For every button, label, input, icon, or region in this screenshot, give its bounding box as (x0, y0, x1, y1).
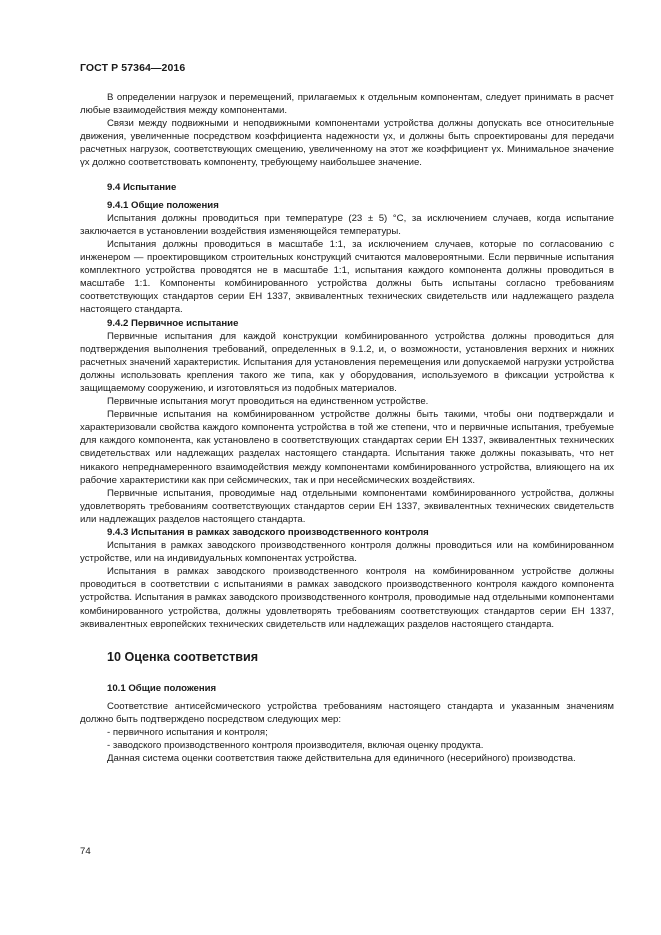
document-body (80, 91, 614, 765)
section-heading-9-4-1: 9.4.1 Общие положения (107, 199, 219, 211)
section-heading-10: 10 Оценка соответствия (107, 649, 259, 664)
paragraph: В определении нагрузок и перемещений, прилагаемых к отдельным компонентам, следует принимать в расчет любые взаимодействия между компонентами. (80, 92, 614, 117)
paragraph: Первичные испытания, проводимые над отдельными компонентами комбинированного устройства, должны удовлетворять требованиям соответствующих стандартов серии ЕН 1337, эквивалентных технических свидетельств или надлежащих разделов настоящего стандарта. (80, 487, 614, 525)
paragraph: Связи между подвижными и неподвижными компонентами устройства должны допускать все относительные движения, увеличенные посредством коэффициента надежности γx, и должны быть спроектированы для передачи расчетных нагрузок, соответствующих смещению, увеличенному на этот же коэффициент γx. Минимальное значение γx должно соответствовать компоненту, требующему наибольшее значение. (80, 118, 614, 169)
paragraph: Первичные испытания могут проводиться на единственном устройстве. (107, 396, 429, 408)
paragraph: Данная система оценки соответствия также действительна для единичного (несерийного) производства. (107, 753, 576, 765)
section-heading-9-4: 9.4 Испытание (107, 181, 177, 193)
paragraph: Испытания в рамках заводского производственного контроля должны проводиться или на комбинированном устройстве, или на индивидуальных компонентах устройства. (80, 540, 614, 565)
paragraph: Испытания должны проводиться в масштабе 1:1, за исключением случаев, которые по согласованию с инженером — проектировщиком строительных конструкций считаются маловероятными. Если первичные испытания комплектного устройства проводятся не в масштабе 1:1, испытания каждого компонента должны проводиться в масштабе 1:1. Компоненты комбинированного устройства должны быть испытаны согласно требованиям соответствующих стандартов серии ЕН 1337, эквивалентных технических свидетельств или надлежащего раздела настоящего стандарта. (80, 238, 614, 316)
paragraph: Первичные испытания для каждой конструкции комбинированного устройства должны проводиться для подтверждения выполнения требований, определенных в 9.1.2, и, о возможности, установления верхних и нижних расчетных значений характеристик. Испытания для установления перемещения или допускаемой нагрузки устройства должны использовать крепления такого же типа, как у оборудования, используемого в фиксации устройства к защищаемому сооружению, и изготовляться из подобных материалов. (80, 330, 614, 394)
section-heading-10-1: 10.1 Общие положения (107, 682, 217, 694)
measures-list (80, 726, 614, 752)
paragraph: Первичные испытания на комбинированном устройстве должны быть такими, чтобы они подтверждали и характеризовали свойства каждого компонента устройства в той же степени, что и первичные испытания, требуемые для каждого компонента, как установлено в соответствующих стандартах серии ЕН 1337, эквивалентных технических свидетельствах или надлежащих разделах настоящего стандарта. Испытания также должны показывать, что нет никакого непреднамеренного взаимодействия между компонентами комбинированного устройства, влияющего на их рабочие характеристики как при сейсмических, так и при несейсмических воздействиях. (80, 409, 614, 486)
paragraph: Соответствие антисейсмического устройства требованиям настоящего стандарта и указанным значениям должно быть подтверждено посредством следующих мер: (80, 700, 614, 725)
section-heading-9-4-2: 9.4.2 Первичное испытание (107, 317, 239, 329)
paragraph: Испытания в рамках заводского производственного контроля на комбинированном устройстве должны проводиться в соответствии с испытаниями в рамках заводского производственного контроля каждого компонента устройства. Испытания в рамках заводского производственного контроля, проводимые над отдельными компонентами комбинированного устройства, должны удовлетворять требованиям соответствующих стандартов серии ЕН 1337, эквивалентных европейских технических свидетельств или надлежащих разделов настоящего стандарта. (80, 566, 614, 630)
list-item: - первичного испытания и контроля; (107, 727, 268, 739)
list-item: - заводского производственного контроля производителя, включая оценку продукта. (107, 740, 484, 752)
paragraph: Испытания должны проводиться при температуре (23 ± 5) °С, за исключением случаев, когда испытание заключается в установлении воздействия изменяющейся температуры. (80, 212, 614, 237)
document-id-header: ГОСТ Р 57364—2016 (80, 62, 186, 74)
page-number: 74 (80, 846, 91, 857)
section-heading-9-4-3: 9.4.3 Испытания в рамках заводского производственного контроля (107, 527, 429, 538)
